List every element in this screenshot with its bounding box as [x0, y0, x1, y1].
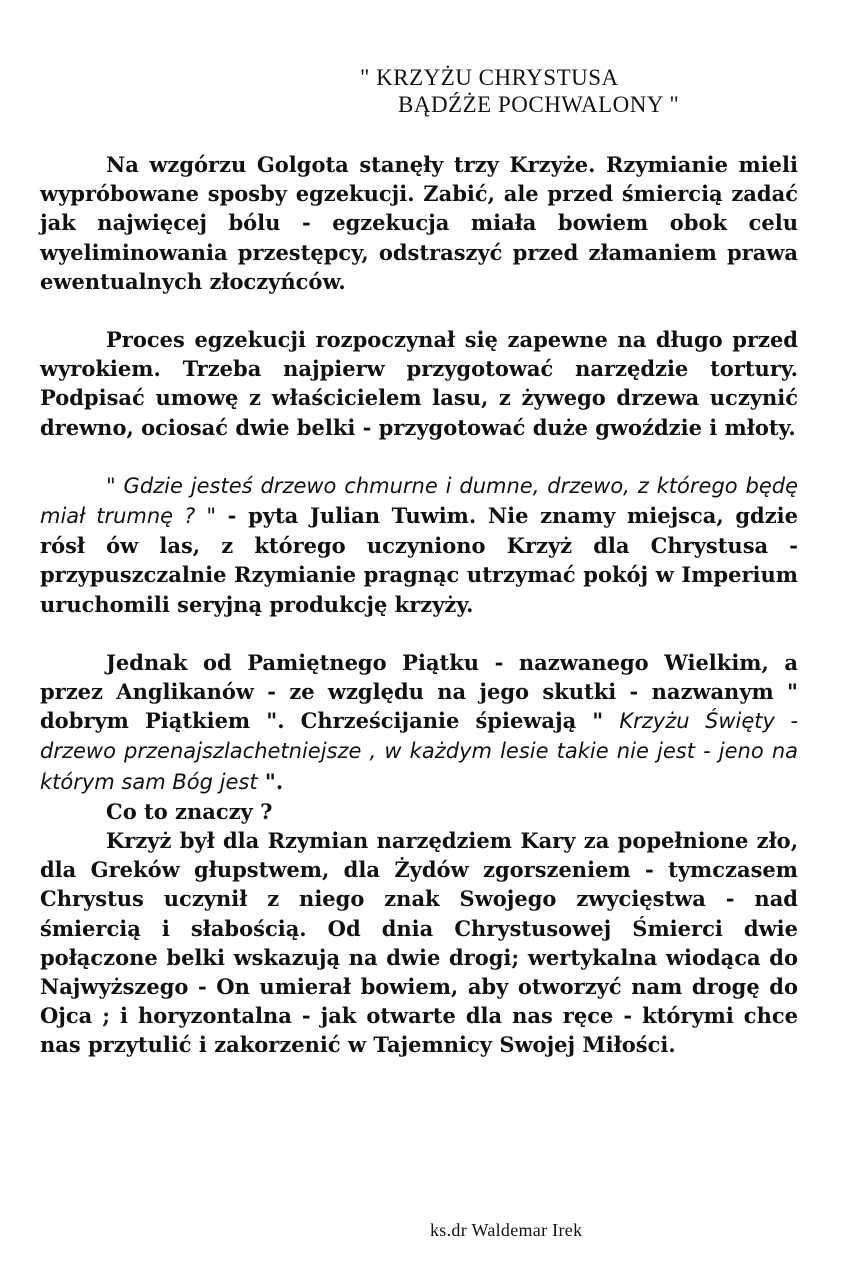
paragraph-4 — [40, 648, 798, 797]
paragraph-4-text: Jednak od Pamiętnego Piątku - nazwanego Wielkim, a przez Anglikanów - ze względu na jego skutki - nazwanym " dobrym Piątkiem ". Chrześcijanie śpiewają " — [40, 649, 798, 734]
hymn-quote: Krzyżu Święty - drzewo przenajszlachetniejsze , w każdym lesie takie nie jest - jeno na którym sam Bóg jest — [40, 709, 798, 794]
paragraph-1: Na wzgórzu Golgota stanęły trzy Krzyże. Rzymianie mieli wypróbowane sposby egzekucji. Zabić, ale przed śmiercią zadać jak najwięcej bólu - egzekucja miała bowiem obok celu wyeliminowania przestępcy, odstraszyć przed złamaniem prawa ewentualnych złoczyńców. — [40, 152, 798, 294]
paragraph-3 — [40, 471, 798, 619]
paragraph-3-text: - pyta Julian Tuwim. Nie znamy miejsca, gdzie rósł ów las, z którego uczyniono Krzyż dla Chrystusa - przypuszczalnie Rzymianie pragnąc utrzymać pokój w Imperium uruchomili seryjną produkcję krzyży. — [40, 503, 798, 617]
title-line-1: " KRZYŻU CHRYSTUSA — [360, 65, 619, 90]
paragraph-6: Krzyż był dla Rzymian narzędziem Kary za popełnione zło, dla Greków głupstwem, dla Żydów zgorszeniem - tymczasem Chrystus uczynił z niego znak Swojego zwycięstwa - nad śmiercią i słabością. Od dnia Chrystusowej Śmierci dwie połączone belki wskazują na dwie drogi; wertykalna wiodąca do Najwyższego - On umierał bowiem, aby otworzyć nam drogę do Ojca ; i horyzontalna - jak otwarte dla nas ręce - którymi chce nas przytulić i zakorzenić w Tajemnicy Swojej Miłości. — [40, 828, 798, 1058]
paragraph-question: Co to znaczy ? — [106, 798, 273, 824]
document-body — [40, 150, 798, 1060]
paragraph-2: Proces egzekucji rozpoczynał się zapewne na długo przed wyrokiem. Trzeba najpierw przygotować narzędzie tortury. Podpisać umowę z właścicielem lasu, z żywego drzewa uczynić drewno, ociosać dwie belki - przygotować duże gwoździe i młoty. — [40, 327, 798, 440]
tuwim-quote: " Gdzie jesteś drzewo chmurne i dumne, drzewo, z którego będę miał trumnę ? " — [40, 473, 798, 529]
document-title — [360, 64, 760, 118]
signature: ks.dr Waldemar Irek — [430, 1220, 583, 1240]
paragraph-4-end: ". — [257, 768, 284, 794]
title-line-2: BĄDŹŻE POCHWALONY " — [398, 92, 680, 117]
